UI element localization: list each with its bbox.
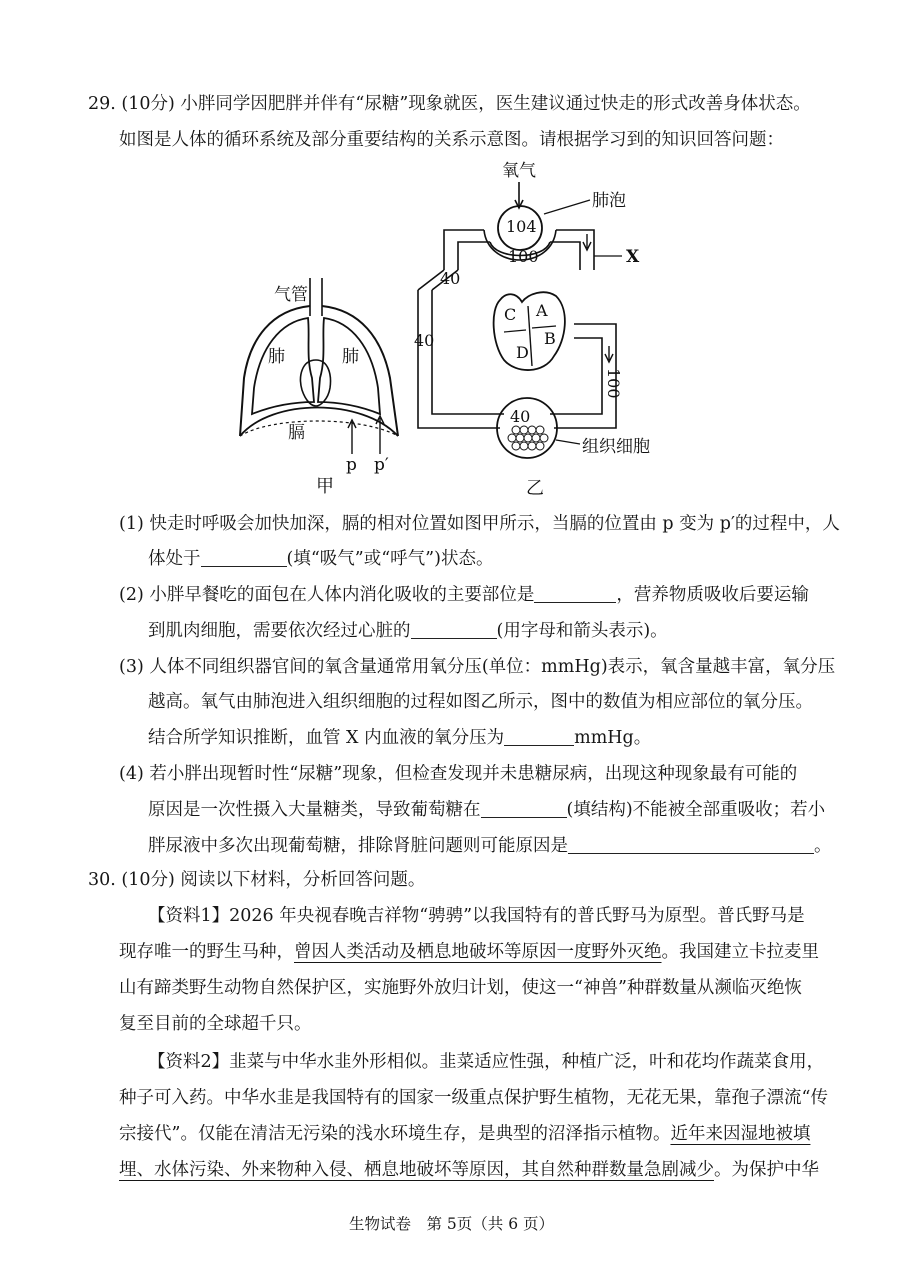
q29-sub3-text1: 结合所学知识推断，血管 X 内血液的氧分压为 (148, 728, 505, 748)
q29-sub2-text4: (用字母和箭头表示)。 (496, 621, 668, 641)
figure-yi-caption: 乙 (526, 478, 544, 499)
value-100-right: 100 (604, 368, 623, 399)
q29-sub2-text2: ，营养物质吸收后要运输 (616, 585, 809, 605)
value-40-tissue: 40 (510, 407, 531, 426)
q29-sub2-text3: 到肌肉细胞，需要依次经过心脏的 (148, 621, 411, 641)
q29-sub1-line1: (1) 快走时呼吸会加快加深，膈的相对位置如图甲所示，当膈的位置由 p 变为 p′的过程中，人 (119, 514, 840, 534)
q30-m2-underlined-1: 近年来因湿地被填 (670, 1124, 811, 1144)
figure-yi-circulation (404, 160, 684, 500)
figure-jia-lungs (232, 278, 412, 498)
q29-sub4-text1: 原因是一次性摄入大量糖类，导致葡萄糖在 (148, 800, 481, 820)
q29-sub1-line2 (148, 547, 493, 571)
alveolus-label: 肺泡 (592, 191, 626, 211)
q29-line2: 如图是人体的循环系统及部分重要结构的关系示意图。请根据学习到的知识回答问题： (119, 130, 784, 150)
q30-m2-line2: 种子可入药。中华水韭是我国特有的国家一级重点保护野生植物，无花无果，靠孢子漂流“传 (119, 1088, 828, 1108)
q29-sub1-text1: 体处于 (148, 549, 201, 569)
answer-blank-6[interactable] (568, 835, 814, 854)
q30-line1: 30. (10分) 阅读以下材料，分析回答问题。 (88, 870, 426, 890)
q29-sub4-line1: (4) 若小胖出现暂时性“尿糖”现象，但检查发现并未患糖尿病，出现这种现象最有可能的 (119, 764, 798, 784)
x-label: X (626, 247, 640, 267)
answer-blank-4[interactable] (504, 727, 574, 746)
q29-sub4-line2 (148, 798, 825, 822)
p-label: p (346, 455, 357, 475)
value-40-left: 40 (440, 269, 461, 288)
q30-m1-line1: 【资料1】2026 年央视春晚吉祥物“骋骋”以我国特有的普氏野马为原型。普氏野马是 (148, 906, 805, 926)
q29-sub3-line3 (148, 726, 651, 750)
q30-m1-text3: 。我国建立卡拉麦里 (661, 942, 819, 962)
lung-right-label: 肺 (342, 347, 359, 367)
value-100-top: 100 (508, 247, 539, 266)
answer-blank-1[interactable] (201, 548, 287, 567)
q29-sub4-line3 (148, 834, 832, 858)
q30-m1-line4: 复至目前的全球超千只。 (119, 1014, 312, 1034)
q29-sub4-text2: (填结构)不能被全部重吸收；若小 (566, 800, 826, 820)
q29-sub2-text1: (2) 小胖早餐吃的面包在人体内消化吸收的主要部位是 (119, 585, 535, 605)
q30-m1-line3: 山有蹄类野生动物自然保护区，实施野外放归计划，使这一“神兽”种群数量从濒临灭绝恢 (119, 978, 802, 998)
q29-sub3-line2: 越高。氧气由肺泡进入组织细胞的过程如图乙所示，图中的数值为相应部位的氧分压。 (148, 692, 813, 712)
answer-blank-5[interactable] (481, 799, 567, 818)
q29-sub1-text2: (填“吸气”或“呼气”)状态。 (286, 549, 494, 569)
q29-sub4-text4: 。 (814, 836, 832, 856)
q29-sub2-line1 (119, 583, 809, 607)
q30-m1-text1: 现存唯一的野生马种， (119, 942, 294, 962)
figure-jia-caption: 甲 (316, 476, 334, 497)
answer-blank-3[interactable] (411, 620, 497, 639)
q30-m2-underlined-2: 埋、水体污染、外来物种入侵、栖息地破坏等原因，其自然种群数量急剧减少 (119, 1160, 714, 1180)
tissue-label: 组织细胞 (582, 437, 650, 457)
q29-sub4-text3: 胖尿液中多次出现葡萄糖，排除肾脏问题则可能原因是 (148, 836, 568, 856)
q29-sub2-line2 (148, 619, 668, 643)
q30-m2-text1: 宗接代”。仅能在清洁无污染的浅水环境生存，是典型的沼泽指示植物。 (119, 1124, 671, 1144)
value-104: 104 (506, 217, 537, 236)
answer-blank-2[interactable] (534, 584, 616, 603)
value-40-outer: 40 (414, 331, 435, 350)
chamber-d-label: D (516, 343, 529, 362)
q30-m2-line1: 【资料2】韭菜与中华水韭外形相似。韭菜适应性强，种植广泛，叶和花均作蔬菜食用， (148, 1052, 825, 1072)
diaphragm-label: 膈 (288, 423, 305, 443)
q29-line1: 29. (10分) 小胖同学因肥胖并伴有“尿糖”现象就医，医生建议通过快走的形式改善身体状态。 (88, 94, 811, 114)
trachea-label: 气管 (274, 285, 308, 305)
lung-left-label: 肺 (268, 347, 285, 367)
q30-m2-text2: 。为保护中华 (714, 1160, 819, 1180)
p-prime-label: p′ (374, 455, 389, 475)
chamber-b-label: B (544, 329, 556, 348)
q30-m2-line4 (119, 1158, 819, 1182)
q30-m2-line3 (119, 1122, 810, 1146)
chamber-c-label: C (504, 305, 517, 324)
oxygen-label: 氧气 (502, 161, 536, 181)
q29-sub3-line1: (3) 人体不同组织器官间的氧含量通常用氧分压(单位：mmHg)表示，氧含量越丰富，氧分压 (119, 657, 836, 677)
page-footer: 生物试卷 第 5页（共 6 页） (348, 1215, 554, 1233)
q30-m1-underlined: 曾因人类活动及栖息地破坏等原因一度野外灭绝 (294, 942, 662, 962)
q30-m1-line2 (119, 940, 819, 964)
chamber-a-label: A (536, 301, 548, 320)
q29-sub3-text2: mmHg。 (574, 728, 652, 748)
